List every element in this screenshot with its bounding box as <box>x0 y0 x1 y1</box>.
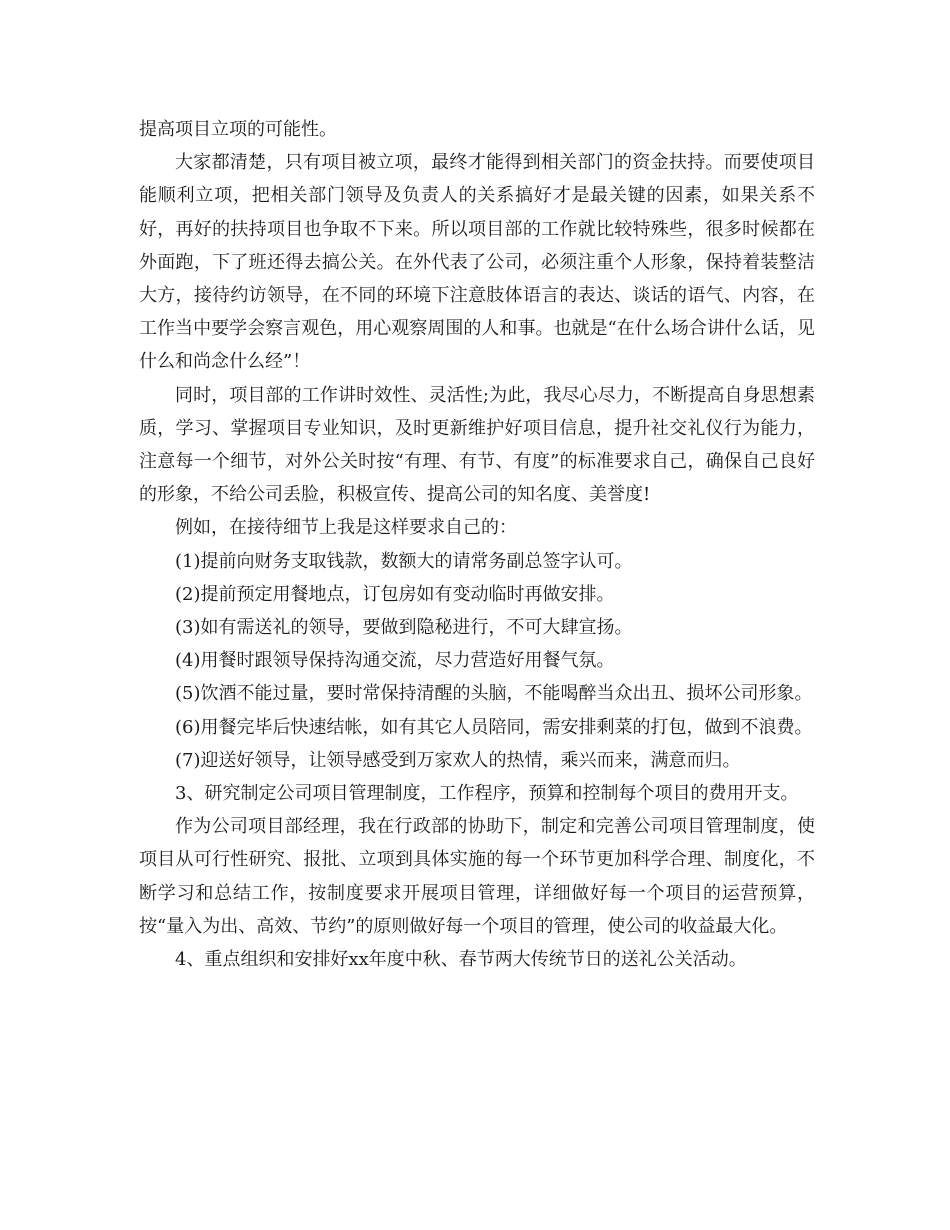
section-heading-4: 4、重点组织和安排好xx年度中秋、春节两大传统节日的送礼公关活动。 <box>175 949 747 971</box>
list-item-1: (1)提前向财务支取钱款，数额大的请常务副总签字认可。 <box>175 550 633 572</box>
list-item-5: (5)饮酒不能过量，要时常保持清醒的头脑，不能喝醉当众出丑、损坏公司形象。 <box>175 683 813 705</box>
paragraph-5: 作为公司项目部经理，我在行政部的协助下，制定和完善公司项目管理制度，使项目从可行性研究、报批、立项到具体实施的每一个环节更加科学合理、制度化，不断学习和总结工作，按制度要求开展项目管理，详细做好每一个项目的运营预算，按“量入为出、高效、节约”的原则做好每一个项目的管理，使公司的收益最大化。 <box>139 816 815 937</box>
list-item-7: (7)迎送好领导，让领导感受到万家欢人的热情，乘兴而来，满意而归。 <box>175 749 741 771</box>
paragraph-3: 同时，项目部的工作讲时效性、灵活性;为此，我尽心尽力，不断提高自身思想素质，学习、掌握项目专业知识，及时更新维护好项目信息，提升社交礼仪行为能力，注意每一个细节，对外公关时按“有理、有节、有度”的标准要求自己，确保自己良好的形象，不给公司丢脸，积极宣传、提高公司的知名度、美誉度! <box>139 384 815 506</box>
paragraph-2: 大家都清楚，只有项目被立项，最终才能得到相关部门的资金扶持。而要使项目能顺利立项，把相关部门领导及负责人的关系搞好才是最关键的因素，如果关系不好，再好的扶持项目也争取不下来。所以项目部的工作就比较特殊些，很多时候都在外面跑，下了班还得去搞公关。在外代表了公司，必须注重个人形象，保持着装整洁大方，接待约访领导，在不同的环境下注意肢体语言的表达、谈话的语气、内容，在工作当中要学会察言观色，用心观察周围的人和事。也就是“在什么场合讲什么话，见什么和尚念什么经”！ <box>139 152 815 373</box>
list-item-3: (3)如有需送礼的领导，要做到隐秘进行，不可大肆宣扬。 <box>175 617 633 639</box>
list-item-2: (2)提前预定用餐地点，订包房如有变动临时再做安排。 <box>175 583 615 605</box>
paragraph-1: 提高项目立项的可能性。 <box>139 119 337 140</box>
paragraph-4: 例如，在接待细节上我是这样要求自己的： <box>175 517 517 539</box>
list-item-6: (6)用餐完毕后快速结帐，如有其它人员陪同，需安排剩菜的打包，做到不浪费。 <box>175 716 813 738</box>
document-page <box>139 113 815 976</box>
list-item-4: (4)用餐时跟领导保持沟通交流，尽力营造好用餐气氛。 <box>175 650 615 672</box>
section-heading-3: 3、研究制定公司项目管理制度，工作程序，预算和控制每个项目的费用开支。 <box>175 783 799 805</box>
